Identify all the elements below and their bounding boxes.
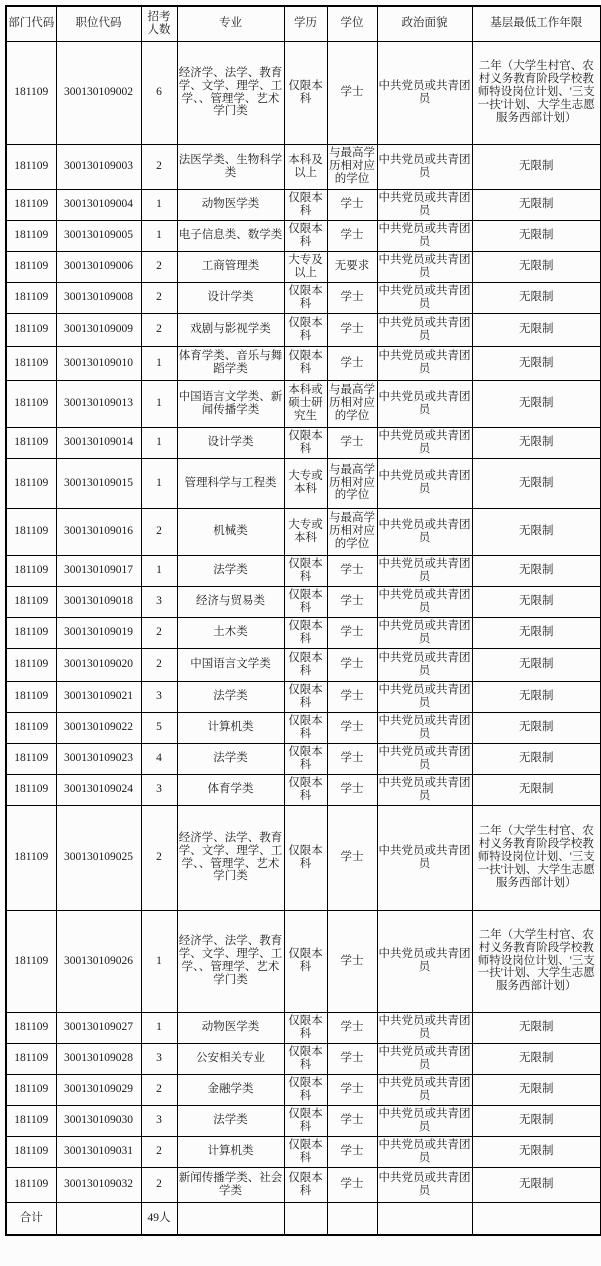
position-code-cell: 300130109027 [56, 1012, 141, 1043]
position-code-cell: 300130109004 [56, 189, 141, 220]
political-status-cell: 中共党员或共青团员 [377, 313, 472, 346]
min-grassroots-years-cell: 无限制 [472, 251, 601, 282]
major-cell: 法学类 [177, 743, 284, 774]
min-grassroots-years-cell: 无限制 [472, 1167, 601, 1202]
political-status-cell: 中共党员或共青团员 [377, 1167, 472, 1202]
dept-code-cell: 181109 [6, 1043, 56, 1074]
dept-code-cell: 181109 [6, 555, 56, 586]
education-cell: 仅限本科 [284, 774, 327, 805]
degree-cell: 学士 [327, 220, 377, 251]
empty-cell [472, 1202, 601, 1235]
degree-cell: 学士 [327, 427, 377, 458]
political-status-cell: 中共党员或共青团员 [377, 1105, 472, 1136]
recruit-count-cell: 1 [141, 189, 177, 220]
degree-cell: 无要求 [327, 251, 377, 282]
education-cell: 大专或本科 [284, 458, 327, 508]
political-status-cell: 中共党员或共青团员 [377, 220, 472, 251]
table-row [6, 1136, 601, 1167]
position-code-cell: 300130109029 [56, 1074, 141, 1105]
recruit-count-cell: 3 [141, 586, 177, 617]
recruit-count-cell: 1 [141, 555, 177, 586]
recruit-count-cell: 2 [141, 144, 177, 189]
dept-code-cell: 181109 [6, 380, 56, 427]
min-grassroots-years-cell: 无限制 [472, 508, 601, 555]
recruit-count-cell: 1 [141, 380, 177, 427]
empty-cell [284, 1202, 327, 1235]
position-code-cell: 300130109030 [56, 1105, 141, 1136]
position-code-cell: 300130109026 [56, 910, 141, 1012]
political-status-cell: 中共党员或共青团员 [377, 41, 472, 144]
dept-code-cell: 181109 [6, 586, 56, 617]
recruitment-table [5, 5, 601, 1236]
major-cell: 管理科学与工程类 [177, 458, 284, 508]
political-status-cell: 中共党员或共青团员 [377, 586, 472, 617]
min-grassroots-years-cell: 二年（大学生村官、农村义务教育阶段学校教师特设岗位计划、'三支一扶'计划、大学生志愿服务西部计划） [472, 805, 601, 910]
degree-cell: 学士 [327, 681, 377, 712]
education-cell: 仅限本科 [284, 712, 327, 743]
empty-cell [377, 1202, 472, 1235]
major-cell: 电子信息类、数学类 [177, 220, 284, 251]
recruit-count-cell: 1 [141, 1012, 177, 1043]
education-cell: 仅限本科 [284, 427, 327, 458]
column-header-min-grassroots-years: 基层最低工作年限 [472, 6, 601, 41]
major-cell: 计算机类 [177, 712, 284, 743]
empty-cell [327, 1202, 377, 1235]
min-grassroots-years-cell: 无限制 [472, 555, 601, 586]
education-cell: 仅限本科 [284, 346, 327, 380]
column-header-education: 学历 [284, 6, 327, 41]
recruit-count-cell: 2 [141, 313, 177, 346]
recruit-count-cell: 6 [141, 41, 177, 144]
education-cell: 仅限本科 [284, 805, 327, 910]
min-grassroots-years-cell: 无限制 [472, 313, 601, 346]
min-grassroots-years-cell: 无限制 [472, 617, 601, 648]
dept-code-cell: 181109 [6, 743, 56, 774]
table-row [6, 586, 601, 617]
political-status-cell: 中共党员或共青团员 [377, 458, 472, 508]
degree-cell: 学士 [327, 648, 377, 681]
recruit-count-cell: 3 [141, 774, 177, 805]
major-cell: 体育学类、音乐与舞蹈学类 [177, 346, 284, 380]
dept-code-cell: 181109 [6, 282, 56, 313]
education-cell: 仅限本科 [284, 1136, 327, 1167]
education-cell: 仅限本科 [284, 189, 327, 220]
major-cell: 金融学类 [177, 1074, 284, 1105]
recruit-count-cell: 4 [141, 743, 177, 774]
recruit-count-cell: 2 [141, 251, 177, 282]
table-row [6, 1012, 601, 1043]
education-cell: 仅限本科 [284, 41, 327, 144]
min-grassroots-years-cell: 无限制 [472, 380, 601, 427]
political-status-cell: 中共党员或共青团员 [377, 910, 472, 1012]
major-cell: 工商管理类 [177, 251, 284, 282]
degree-cell: 与最高学历相对应的学位 [327, 458, 377, 508]
position-code-cell: 300130109002 [56, 41, 141, 144]
political-status-cell: 中共党员或共青团员 [377, 1074, 472, 1105]
education-cell: 仅限本科 [284, 1105, 327, 1136]
recruit-count-cell: 2 [141, 508, 177, 555]
political-status-cell: 中共党员或共青团员 [377, 681, 472, 712]
empty-cell [177, 1202, 284, 1235]
major-cell: 中国语言文学类、新闻传播学类 [177, 380, 284, 427]
political-status-cell: 中共党员或共青团员 [377, 774, 472, 805]
major-cell: 法学类 [177, 681, 284, 712]
major-cell: 法学类 [177, 555, 284, 586]
major-cell: 戏剧与影视学类 [177, 313, 284, 346]
recruit-count-cell: 3 [141, 1105, 177, 1136]
recruit-count-cell: 2 [141, 1136, 177, 1167]
recruit-count-cell: 1 [141, 910, 177, 1012]
dept-code-cell: 181109 [6, 1074, 56, 1105]
major-cell: 经济学、法学、教育学、文学、理学、工学、、管理学、艺术学门类 [177, 41, 284, 144]
min-grassroots-years-cell: 无限制 [472, 1074, 601, 1105]
position-code-cell: 300130109018 [56, 586, 141, 617]
degree-cell: 学士 [327, 189, 377, 220]
political-status-cell: 中共党员或共青团员 [377, 1136, 472, 1167]
min-grassroots-years-cell: 无限制 [472, 282, 601, 313]
min-grassroots-years-cell: 无限制 [472, 774, 601, 805]
education-cell: 仅限本科 [284, 220, 327, 251]
major-cell: 计算机类 [177, 1136, 284, 1167]
position-code-cell: 300130109006 [56, 251, 141, 282]
table-row [6, 1043, 601, 1074]
column-header-degree: 学位 [327, 6, 377, 41]
table-row [6, 508, 601, 555]
table-row [6, 380, 601, 427]
position-code-cell: 300130109024 [56, 774, 141, 805]
degree-cell: 与最高学历相对应的学位 [327, 508, 377, 555]
column-header-dept-code: 部门代码 [6, 6, 56, 41]
min-grassroots-years-cell: 无限制 [472, 1105, 601, 1136]
min-grassroots-years-cell: 无限制 [472, 189, 601, 220]
degree-cell: 学士 [327, 743, 377, 774]
political-status-cell: 中共党员或共青团员 [377, 617, 472, 648]
education-cell: 本科或硕士研究生 [284, 380, 327, 427]
min-grassroots-years-cell: 无限制 [472, 427, 601, 458]
min-grassroots-years-cell: 无限制 [472, 1136, 601, 1167]
major-cell: 经济与贸易类 [177, 586, 284, 617]
degree-cell: 学士 [327, 1136, 377, 1167]
table-row [6, 774, 601, 805]
major-cell: 土木类 [177, 617, 284, 648]
political-status-cell: 中共党员或共青团员 [377, 648, 472, 681]
degree-cell: 与最高学历相对应的学位 [327, 380, 377, 427]
min-grassroots-years-cell: 无限制 [472, 712, 601, 743]
political-status-cell: 中共党员或共青团员 [377, 1012, 472, 1043]
recruit-count-cell: 1 [141, 346, 177, 380]
major-cell: 经济学、法学、教育学、文学、理学、工学、、管理学、艺术学门类 [177, 805, 284, 910]
major-cell: 机械类 [177, 508, 284, 555]
position-code-cell: 300130109015 [56, 458, 141, 508]
political-status-cell: 中共党员或共青团员 [377, 712, 472, 743]
dept-code-cell: 181109 [6, 189, 56, 220]
political-status-cell: 中共党员或共青团员 [377, 427, 472, 458]
degree-cell: 学士 [327, 774, 377, 805]
dept-code-cell: 181109 [6, 910, 56, 1012]
degree-cell: 学士 [327, 712, 377, 743]
table-row [6, 41, 601, 144]
table-footer [6, 1202, 601, 1235]
major-cell: 动物医学类 [177, 189, 284, 220]
recruit-count-cell: 3 [141, 1043, 177, 1074]
table-row [6, 220, 601, 251]
education-cell: 仅限本科 [284, 1167, 327, 1202]
position-code-cell: 300130109016 [56, 508, 141, 555]
education-cell: 仅限本科 [284, 1012, 327, 1043]
education-cell: 仅限本科 [284, 282, 327, 313]
min-grassroots-years-cell: 无限制 [472, 1012, 601, 1043]
degree-cell: 学士 [327, 805, 377, 910]
position-code-cell: 300130109008 [56, 282, 141, 313]
table-row [6, 555, 601, 586]
degree-cell: 学士 [327, 1012, 377, 1043]
min-grassroots-years-cell: 无限制 [472, 681, 601, 712]
position-code-cell: 300130109019 [56, 617, 141, 648]
degree-cell: 学士 [327, 1043, 377, 1074]
empty-cell [56, 1202, 141, 1235]
major-cell: 设计学类 [177, 427, 284, 458]
position-code-cell: 300130109020 [56, 648, 141, 681]
political-status-cell: 中共党员或共青团员 [377, 1043, 472, 1074]
position-code-cell: 300130109021 [56, 681, 141, 712]
recruit-count-cell: 5 [141, 712, 177, 743]
major-cell: 法学类 [177, 1105, 284, 1136]
position-code-cell: 300130109031 [56, 1136, 141, 1167]
header-row [6, 6, 601, 41]
major-cell: 经济学、法学、教育学、文学、理学、工学、、管理学、艺术学门类 [177, 910, 284, 1012]
recruit-count-cell: 2 [141, 805, 177, 910]
education-cell: 仅限本科 [284, 586, 327, 617]
degree-cell: 学士 [327, 41, 377, 144]
position-code-cell: 300130109022 [56, 712, 141, 743]
major-cell: 法医学类、生物科学类 [177, 144, 284, 189]
table-row [6, 282, 601, 313]
dept-code-cell: 181109 [6, 1012, 56, 1043]
dept-code-cell: 181109 [6, 648, 56, 681]
table-row [6, 458, 601, 508]
dept-code-cell: 181109 [6, 712, 56, 743]
degree-cell: 学士 [327, 346, 377, 380]
min-grassroots-years-cell: 无限制 [472, 220, 601, 251]
political-status-cell: 中共党员或共青团员 [377, 251, 472, 282]
table-row [6, 251, 601, 282]
degree-cell: 学士 [327, 1074, 377, 1105]
total-count-cell: 49人 [141, 1202, 177, 1235]
min-grassroots-years-cell: 无限制 [472, 743, 601, 774]
column-header-political-status: 政治面貌 [377, 6, 472, 41]
min-grassroots-years-cell: 二年（大学生村官、农村义务教育阶段学校教师特设岗位计划、'三支一扶'计划、大学生志愿服务西部计划） [472, 910, 601, 1012]
table-row [6, 1074, 601, 1105]
table-row [6, 1105, 601, 1136]
table-row [6, 1167, 601, 1202]
major-cell: 公安相关专业 [177, 1043, 284, 1074]
position-code-cell: 300130109028 [56, 1043, 141, 1074]
dept-code-cell: 181109 [6, 313, 56, 346]
degree-cell: 学士 [327, 617, 377, 648]
table-row [6, 743, 601, 774]
degree-cell: 学士 [327, 313, 377, 346]
min-grassroots-years-cell: 无限制 [472, 346, 601, 380]
table-row [6, 910, 601, 1012]
degree-cell: 学士 [327, 282, 377, 313]
position-code-cell: 300130109023 [56, 743, 141, 774]
dept-code-cell: 181109 [6, 251, 56, 282]
political-status-cell: 中共党员或共青团员 [377, 380, 472, 427]
degree-cell: 学士 [327, 555, 377, 586]
min-grassroots-years-cell: 无限制 [472, 586, 601, 617]
degree-cell: 与最高学历相对应的学位 [327, 144, 377, 189]
total-row [6, 1202, 601, 1235]
column-header-recruit-count: 招考人数 [141, 6, 177, 41]
major-cell: 新闻传播学类、社会学类 [177, 1167, 284, 1202]
dept-code-cell: 181109 [6, 508, 56, 555]
dept-code-cell: 181109 [6, 774, 56, 805]
education-cell: 仅限本科 [284, 1043, 327, 1074]
degree-cell: 学士 [327, 1167, 377, 1202]
position-code-cell: 300130109013 [56, 380, 141, 427]
position-code-cell: 300130109032 [56, 1167, 141, 1202]
dept-code-cell: 181109 [6, 458, 56, 508]
position-code-cell: 300130109025 [56, 805, 141, 910]
total-label-cell: 合计 [6, 1202, 56, 1235]
education-cell: 仅限本科 [284, 648, 327, 681]
education-cell: 大专及以上 [284, 251, 327, 282]
education-cell: 仅限本科 [284, 313, 327, 346]
degree-cell: 学士 [327, 586, 377, 617]
major-cell: 设计学类 [177, 282, 284, 313]
position-code-cell: 300130109009 [56, 313, 141, 346]
min-grassroots-years-cell: 无限制 [472, 648, 601, 681]
min-grassroots-years-cell: 无限制 [472, 458, 601, 508]
major-cell: 中国语言文学类 [177, 648, 284, 681]
political-status-cell: 中共党员或共青团员 [377, 508, 472, 555]
political-status-cell: 中共党员或共青团员 [377, 555, 472, 586]
dept-code-cell: 181109 [6, 805, 56, 910]
table-row [6, 189, 601, 220]
education-cell: 仅限本科 [284, 910, 327, 1012]
dept-code-cell: 181109 [6, 617, 56, 648]
recruit-count-cell: 2 [141, 282, 177, 313]
recruit-count-cell: 3 [141, 681, 177, 712]
education-cell: 仅限本科 [284, 1074, 327, 1105]
recruit-count-cell: 2 [141, 1167, 177, 1202]
recruit-count-cell: 1 [141, 220, 177, 251]
table-row [6, 427, 601, 458]
degree-cell: 学士 [327, 1105, 377, 1136]
dept-code-cell: 181109 [6, 1136, 56, 1167]
political-status-cell: 中共党员或共青团员 [377, 144, 472, 189]
dept-code-cell: 181109 [6, 41, 56, 144]
dept-code-cell: 181109 [6, 144, 56, 189]
recruit-count-cell: 2 [141, 1074, 177, 1105]
education-cell: 仅限本科 [284, 555, 327, 586]
min-grassroots-years-cell: 无限制 [472, 144, 601, 189]
political-status-cell: 中共党员或共青团员 [377, 805, 472, 910]
table-row [6, 313, 601, 346]
major-cell: 体育学类 [177, 774, 284, 805]
dept-code-cell: 181109 [6, 427, 56, 458]
table-body [6, 41, 601, 1202]
political-status-cell: 中共党员或共青团员 [377, 189, 472, 220]
table-row [6, 617, 601, 648]
table-row [6, 681, 601, 712]
political-status-cell: 中共党员或共青团员 [377, 282, 472, 313]
column-header-position-code: 职位代码 [56, 6, 141, 41]
column-header-major: 专业 [177, 6, 284, 41]
position-code-cell: 300130109003 [56, 144, 141, 189]
recruit-count-cell: 1 [141, 458, 177, 508]
table-row [6, 712, 601, 743]
position-code-cell: 300130109010 [56, 346, 141, 380]
position-code-cell: 300130109005 [56, 220, 141, 251]
min-grassroots-years-cell: 二年（大学生村官、农村义务教育阶段学校教师特设岗位计划、'三支一扶'计划、大学生志愿服务西部计划） [472, 41, 601, 144]
education-cell: 仅限本科 [284, 617, 327, 648]
table-header [6, 6, 601, 41]
dept-code-cell: 181109 [6, 1105, 56, 1136]
degree-cell: 学士 [327, 910, 377, 1012]
dept-code-cell: 181109 [6, 1167, 56, 1202]
position-code-cell: 300130109017 [56, 555, 141, 586]
political-status-cell: 中共党员或共青团员 [377, 346, 472, 380]
table-row [6, 346, 601, 380]
table-row [6, 648, 601, 681]
major-cell: 动物医学类 [177, 1012, 284, 1043]
min-grassroots-years-cell: 无限制 [472, 1043, 601, 1074]
dept-code-cell: 181109 [6, 681, 56, 712]
education-cell: 大专或本科 [284, 508, 327, 555]
dept-code-cell: 181109 [6, 346, 56, 380]
education-cell: 本科及以上 [284, 144, 327, 189]
recruit-count-cell: 2 [141, 617, 177, 648]
table-row [6, 805, 601, 910]
political-status-cell: 中共党员或共青团员 [377, 743, 472, 774]
dept-code-cell: 181109 [6, 220, 56, 251]
table-row [6, 144, 601, 189]
recruit-count-cell: 1 [141, 427, 177, 458]
recruit-count-cell: 2 [141, 648, 177, 681]
education-cell: 仅限本科 [284, 743, 327, 774]
position-code-cell: 300130109014 [56, 427, 141, 458]
education-cell: 仅限本科 [284, 681, 327, 712]
